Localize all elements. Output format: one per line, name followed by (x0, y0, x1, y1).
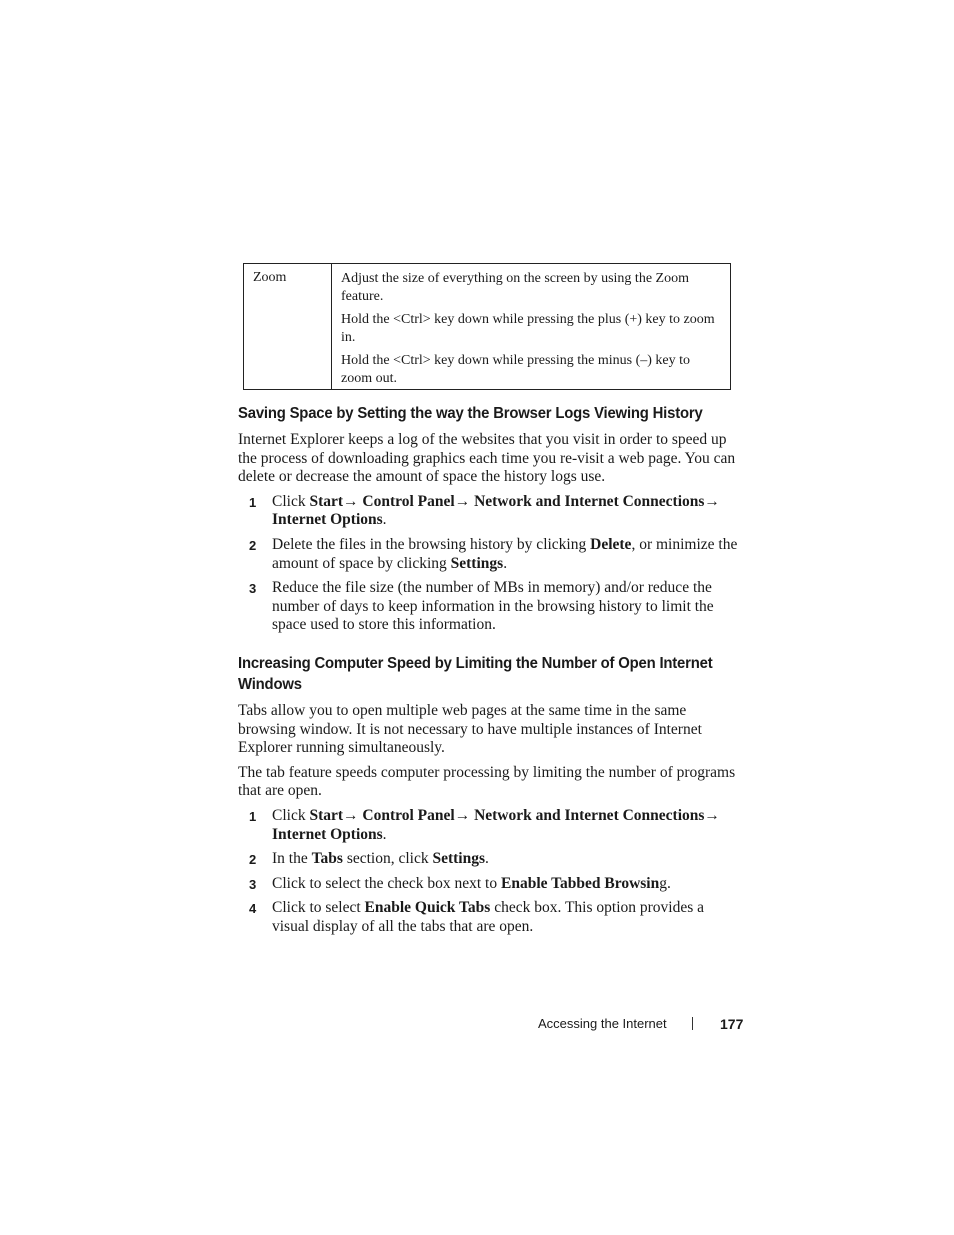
table-divider (331, 264, 332, 389)
step-text: In the (272, 850, 312, 868)
section-intro: Internet Explorer keeps a log of the websites that you visit in order to speed up the process of downloading graphics each time you re-visit a web page. You can delete or decrease the amount of space the history logs use. (238, 431, 736, 486)
section-heading: Saving Space by Setting the way the Browser Logs Viewing History (238, 405, 703, 422)
ui-term: Tabs (311, 850, 343, 868)
step-text: . (503, 554, 508, 572)
table-row: Adjust the size of everything on the screen by using the Zoom feature. (341, 271, 689, 304)
step-text: Click (272, 806, 310, 824)
step-number: 1 (249, 494, 257, 510)
step-number: 4 (249, 901, 257, 917)
section-heading: Increasing Computer Speed by Limiting the Number of Open Internet Windows (238, 654, 713, 693)
step-text: Reduce the file size (the number of MBs in memory) and/or reduce the number of days to keep information in the browsing history to limit the space used to store this information. (272, 579, 714, 634)
list-item (238, 579, 738, 635)
step-text: Click to select the check box next to (272, 874, 501, 892)
step-text: , or minimize the amount of space by clicking (272, 535, 738, 572)
menu-path: Start→ Control Panel→ Network and Internet Connections→ Internet Options (272, 492, 720, 529)
step-text: check box. This option provides a visual display of all the tabs that are open. (272, 899, 705, 935)
section-paragraph: Tabs allow you to open multiple web pages at the same time in the same browsing window. It is not necessary to have multiple instances of Internet Explorer running simultaneously. (238, 701, 702, 757)
steps-list (238, 493, 738, 635)
step-number: 3 (249, 581, 257, 597)
steps-list (238, 807, 738, 937)
list-item (238, 875, 738, 894)
page-number: 177 (720, 1016, 744, 1032)
step-text: . (382, 825, 387, 843)
step-text: g. (659, 874, 671, 892)
section-paragraph: The tab feature speeds computer processing by limiting the number of programs that are open. (238, 763, 736, 800)
step-number: 1 (249, 808, 257, 824)
step-text: section, click (342, 850, 433, 868)
table-row: Hold the <Ctrl> key down while pressing the minus (–) key to zoom out. (341, 353, 691, 386)
footer-section-title: Accessing the Internet (538, 1016, 667, 1031)
main-content (238, 403, 738, 942)
ui-term: Enable Quick Tabs (364, 899, 491, 917)
ui-term: Delete (590, 535, 632, 553)
ui-term: Settings (432, 850, 486, 868)
step-text: Click to select (272, 899, 365, 917)
step-text: . (382, 511, 387, 529)
footer-separator (692, 1017, 693, 1030)
zoom-table (243, 263, 731, 390)
ui-term: Settings (450, 554, 504, 572)
step-number: 2 (249, 852, 257, 868)
table-row: Hold the <Ctrl> key down while pressing the plus (+) key to zoom in. (341, 312, 715, 345)
step-number: 2 (249, 537, 257, 553)
table-description (341, 270, 716, 393)
ui-term: Enable Tabbed Browsin (501, 874, 660, 892)
table-label: Zoom (253, 270, 287, 285)
page-footer (538, 1016, 744, 1032)
list-item (238, 899, 738, 936)
list-item (238, 536, 738, 573)
list-item (238, 807, 738, 844)
list-item (238, 493, 738, 530)
step-number: 3 (249, 876, 257, 892)
menu-path: Start→ Control Panel→ Network and Internet Connections→ Internet Options (272, 806, 720, 843)
step-text: Delete the files in the browsing history by clicking (272, 535, 591, 553)
step-text: . (485, 850, 489, 868)
step-text: Click (272, 492, 310, 510)
list-item (238, 850, 738, 869)
